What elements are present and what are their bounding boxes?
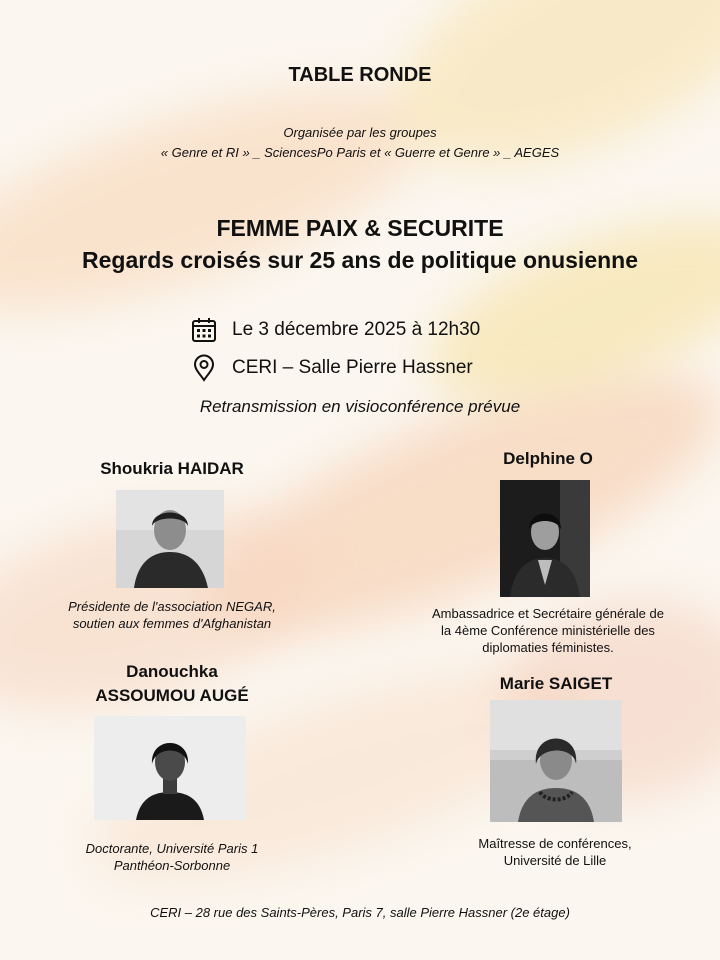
speaker-desc-saiget: Maîtresse de conférences, Université de Lille [478, 836, 632, 868]
location-pin-icon [190, 354, 218, 382]
speaker-desc-haidar: Présidente de l'association NEGAR, soutien aux femmes d'Afghanistan [68, 599, 276, 631]
calendar-icon [190, 316, 218, 344]
speaker-name-haidar: Shoukria HAIDAR [100, 459, 244, 478]
footer-address: CERI – 28 rue des Saints-Pères, Paris 7, salle Pierre Hassner (2e étage) [150, 905, 570, 920]
event-subtitle: Regards croisés sur 25 ans de politique onusienne [82, 247, 638, 273]
event-title: FEMME PAIX & SECURITE [216, 215, 504, 241]
place-row [190, 354, 473, 382]
speaker-name-saiget: Marie SAIGET [499, 674, 613, 693]
broadcast-notice: Retransmission en visioconférence prévue [199, 397, 521, 416]
speaker-photo-saiget [490, 700, 622, 822]
speaker-desc-o: Ambassadrice et Secrétaire générale de la 4ème Conférence ministérielle des diplomaties féministes. [432, 606, 664, 655]
event-place: CERI – Salle Pierre Hassner [232, 357, 473, 378]
event-date: Le 3 décembre 2025 à 12h30 [232, 319, 481, 340]
speaker-desc-assoumou: Doctorante, Université Paris 1 Panthéon-Sorbonne [85, 841, 259, 873]
organisers-groups: « Genre et RI » _ SciencesPo Paris et « Guerre et Genre » _ AEGES [160, 145, 560, 160]
speaker-name-assoumou: Danouchka ASSOUMOU AUGÉ [95, 662, 249, 705]
date-row [190, 316, 480, 344]
organisers-intro: Organisée par les groupes [283, 125, 437, 140]
speaker-photo-haidar [116, 490, 224, 588]
speaker-photo-o [500, 480, 590, 597]
event-type-title: TABLE RONDE [288, 64, 432, 86]
speaker-name-o: Delphine O [503, 449, 593, 468]
speaker-photo-assoumou [94, 716, 246, 820]
